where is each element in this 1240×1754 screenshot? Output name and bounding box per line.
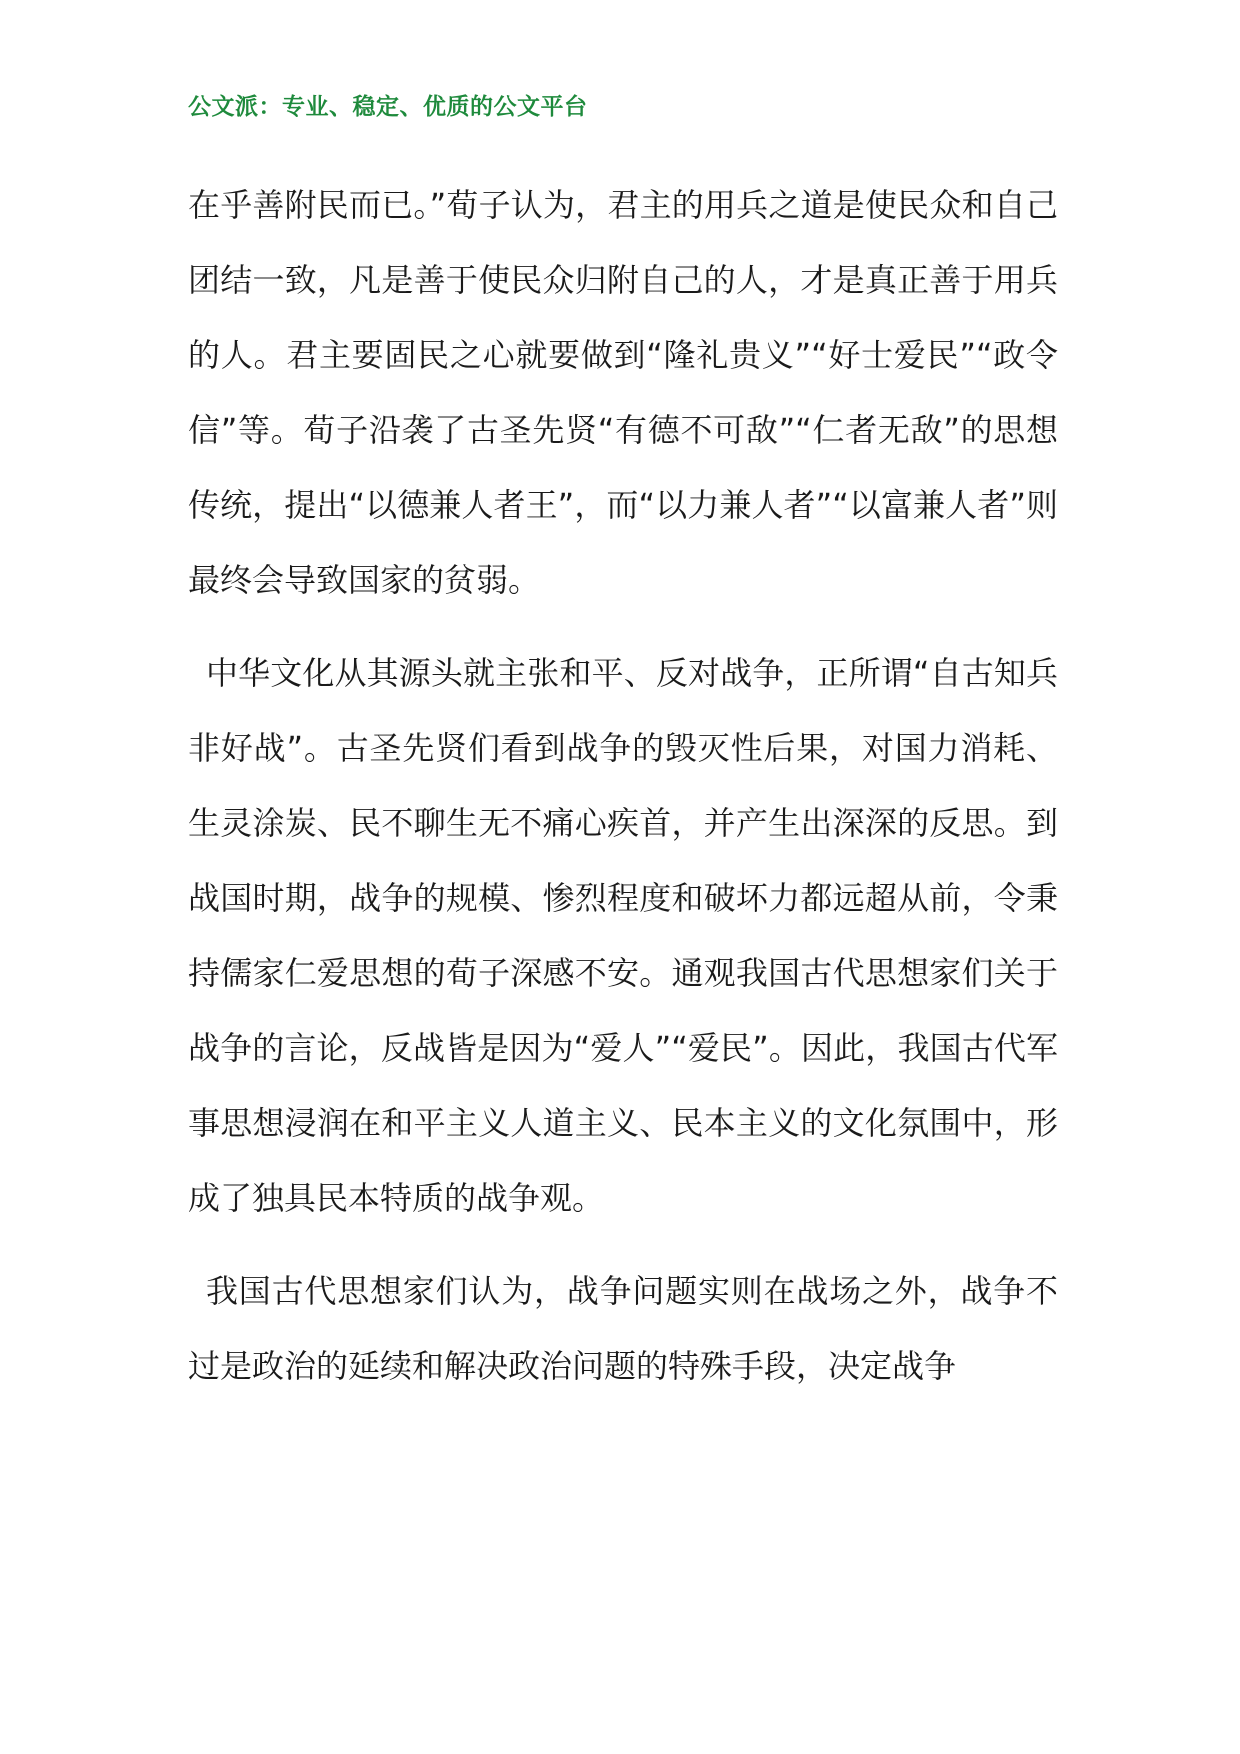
paragraph-1: 在乎善附民而已。”荀子认为，君主的用兵之道是使民众和自己团结一致，凡是善于使民众归附自己的人，才是真正善于用兵的人。君主要固民之心就要做到“隆礼贵义”“好士爱民”“政令信”等。荀子沿袭了古圣先贤“有德不可敌”“仁者无敌”的思想传统，提出“以德兼人者王”，而“以力兼人者”“以富兼人者”则最终会导致国家的贫弱。	[188, 186, 1058, 599]
paragraph-2: 中华文化从其源头就主张和平、反对战争，正所谓“自古知兵非好战”。古圣先贤们看到战争的毁灭性后果，对国力消耗、生灵涂炭、民不聊生无不痛心疾首，并产生出深深的反思。到战国时期，战争的规模、惨烈程度和破坏力都远超从前，令秉持儒家仁爱思想的荀子深感不安。通观我国古代思想家们关于战争的言论，反战皆是因为“爱人”“爱民”。因此，我国古代军事思想浸润在和平主义人道主义、民本主义的文化氛围中，形成了独具民本特质的战争观。	[188, 654, 1058, 1217]
site-slogan-header: 公文派：专业、稳定、优质的公文平台	[188, 94, 588, 120]
document-body	[188, 168, 1058, 1422]
paragraph-3: 我国古代思想家们认为，战争问题实则在战场之外，战争不过是政治的延续和解决政治问题的特殊手段，决定战争	[188, 1272, 1058, 1385]
